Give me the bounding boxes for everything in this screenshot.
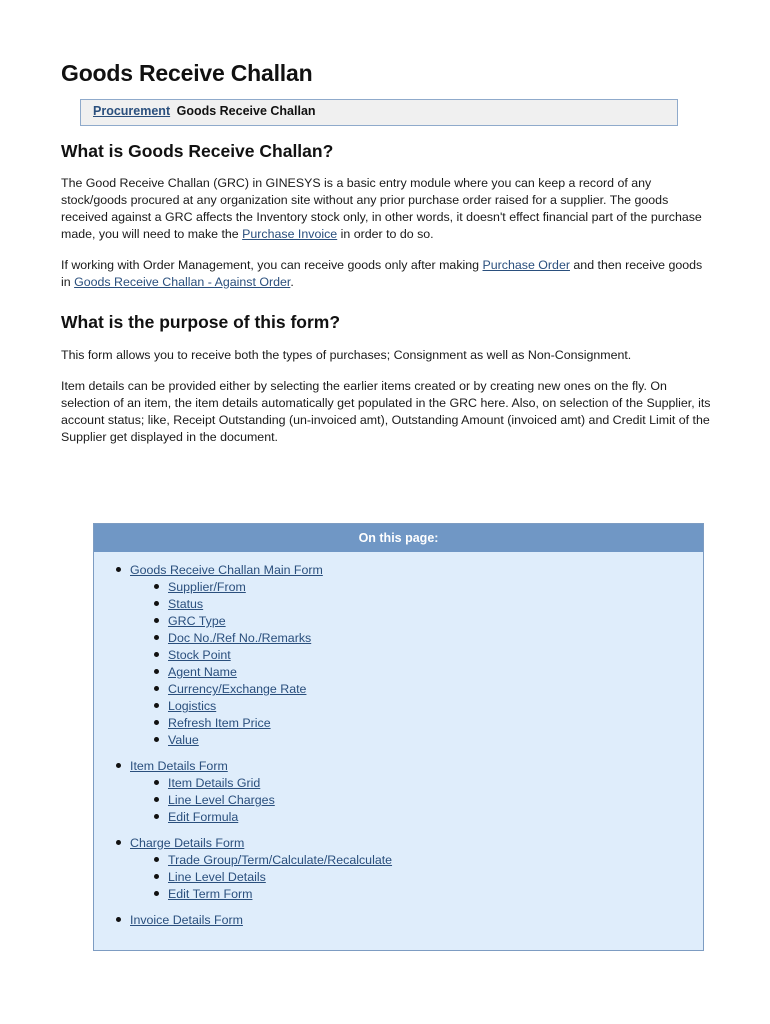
toc-link-item-details-grid[interactable]: Item Details Grid: [168, 776, 261, 790]
toc-subitem: [168, 597, 203, 614]
toc-subitem: [168, 810, 238, 827]
paragraph-grc-description: [61, 175, 711, 243]
toc-link-item-details-form[interactable]: Item Details Form: [130, 759, 228, 773]
bullet-icon: [154, 618, 159, 623]
paragraph-order-management: [61, 257, 711, 291]
bullet-icon: [154, 584, 159, 589]
toc-link-main-form[interactable]: Goods Receive Challan Main Form: [130, 563, 323, 577]
breadcrumb-link-procurement[interactable]: Procurement: [93, 104, 171, 118]
toc-link-line-level-details[interactable]: Line Level Details: [168, 870, 266, 884]
link-purchase-invoice[interactable]: Purchase Invoice: [242, 227, 338, 241]
toc-link-supplier-from[interactable]: Supplier/From: [168, 580, 246, 594]
toc-link-logistics[interactable]: Logistics: [168, 699, 217, 713]
bullet-icon: [154, 720, 159, 725]
toc-link-agent-name[interactable]: Agent Name: [168, 665, 237, 679]
toc-item-item-details: [130, 759, 228, 776]
toc-link-trade-group[interactable]: Trade Group/Term/Calculate/Recalculate: [168, 853, 393, 867]
toc-subitem: [168, 776, 260, 793]
bullet-icon: [116, 917, 121, 922]
toc-item-charge-details: [130, 836, 244, 853]
bullet-icon: [154, 703, 159, 708]
toc-link-value[interactable]: Value: [168, 733, 199, 747]
toc-subitem: [168, 682, 306, 699]
bullet-icon: [116, 840, 121, 845]
toc-subitem: [168, 793, 275, 810]
paragraph-item-details: Item details can be provided either by selecting the earlier items created or by creating new ones on the fly. On selection of an item, the item details automatically get populated in the GRC here. Also, on selection of the Supplier, its account status; like, Receipt Outstanding (un-invoiced amt), Outstanding Amount (invoiced amt) and Credit Limit of the Supplier get displayed in the document.: [61, 379, 711, 444]
link-purchase-order[interactable]: Purchase Order: [482, 258, 570, 272]
toc-subitem: [168, 614, 226, 631]
bullet-icon: [154, 874, 159, 879]
toc-link-doc-no[interactable]: Doc No./Ref No./Remarks: [168, 631, 312, 645]
toc-link-line-level-charges[interactable]: Line Level Charges: [168, 793, 275, 807]
text-segment: and then receive goods in: [61, 258, 703, 289]
text-segment: .: [290, 275, 294, 289]
bullet-icon: [154, 814, 159, 819]
paragraph-purpose: This form allows you to receive both the types of purchases; Consignment as well as Non-Consignment.: [61, 348, 632, 362]
toc-link-status[interactable]: Status: [168, 597, 204, 611]
breadcrumb-current: Goods Receive Challan: [176, 104, 316, 118]
toc-subitem: [168, 870, 266, 887]
toc-link-invoice-details-form[interactable]: Invoice Details Form: [130, 913, 243, 927]
toc-subitem: [168, 699, 216, 716]
bullet-icon: [154, 652, 159, 657]
toc-link-grc-type[interactable]: GRC Type: [168, 614, 226, 628]
bullet-icon: [116, 567, 121, 572]
toc-subitem: [168, 887, 252, 904]
toc-item-main-form: [130, 563, 323, 580]
toc-subitem: [168, 665, 237, 682]
toc-header: On this page:: [94, 524, 703, 552]
toc-link-currency[interactable]: Currency/Exchange Rate: [168, 682, 307, 696]
page-title: Goods Receive Challan: [61, 60, 313, 86]
bullet-icon: [154, 857, 159, 862]
toc-link-stock-point[interactable]: Stock Point: [168, 648, 231, 662]
bullet-icon: [116, 763, 121, 768]
toc-subitem: [168, 648, 231, 665]
toc-subitem: [168, 580, 246, 597]
bullet-icon: [154, 891, 159, 896]
toc-subitem: [168, 716, 271, 733]
bullet-icon: [154, 601, 159, 606]
toc-subitem: [168, 733, 199, 750]
bullet-icon: [154, 686, 159, 691]
toc-link-edit-formula[interactable]: Edit Formula: [168, 810, 239, 824]
bullet-icon: [154, 797, 159, 802]
toc-link-refresh-item-price[interactable]: Refresh Item Price: [168, 716, 271, 730]
bullet-icon: [154, 737, 159, 742]
text-segment: in order to do so.: [337, 227, 434, 241]
text-segment: If working with Order Management, you can receive goods only after making: [61, 258, 483, 272]
link-grc-against-order[interactable]: Goods Receive Challan - Against Order: [74, 275, 291, 289]
toc-link-edit-term-form[interactable]: Edit Term Form: [168, 887, 253, 901]
bullet-icon: [154, 635, 159, 640]
toc-item-invoice-details: [130, 913, 243, 930]
toc-subitem: [168, 853, 392, 870]
breadcrumb: [80, 99, 678, 126]
bullet-icon: [154, 669, 159, 674]
text-segment: The Good Receive Challan (GRC) in GINESYS is a basic entry module where you can keep a record of any stock/goods procured at any organization site without any prior purchase order raised for a supplier. The goods received against a GRC affects the Inventory stock only, in other words, it doesn't effect financial part of the purchase made, you will need to make the: [61, 176, 702, 241]
bullet-icon: [154, 780, 159, 785]
toc-link-charge-details-form[interactable]: Charge Details Form: [130, 836, 245, 850]
on-this-page-panel: [93, 523, 704, 951]
section-heading-what-is: What is Goods Receive Challan?: [61, 141, 334, 161]
toc-subitem: [168, 631, 311, 648]
section-heading-purpose: What is the purpose of this form?: [61, 312, 341, 332]
